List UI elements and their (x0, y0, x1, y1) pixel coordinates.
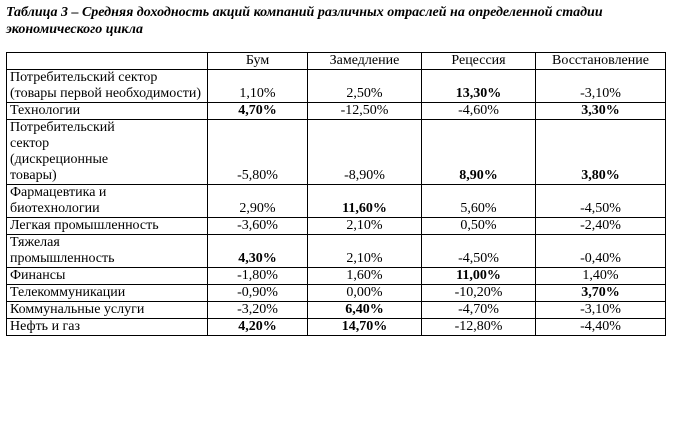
sector-name: Технологии (7, 103, 208, 120)
sector-name: Телекоммуникации (7, 285, 208, 302)
value-cell: 3,30% (536, 103, 666, 120)
value-cell: -0,90% (208, 285, 308, 302)
value-cell: 3,70% (536, 285, 666, 302)
value-cell: -5,80% (208, 120, 308, 185)
sector-name: Легкая промышленность (7, 218, 208, 235)
value-cell: 2,10% (308, 235, 422, 268)
table-row (7, 103, 666, 120)
value-cell: 11,00% (422, 268, 536, 285)
value-cell: 3,80% (536, 120, 666, 185)
value-cell: -1,80% (208, 268, 308, 285)
header-cell-recession: Рецессия (422, 53, 536, 70)
value-cell: -3,60% (208, 218, 308, 235)
value-cell: 5,60% (422, 185, 536, 218)
table-row (7, 285, 666, 302)
value-cell: 4,30% (208, 235, 308, 268)
value-cell: 0,00% (308, 285, 422, 302)
value-cell: 13,30% (422, 70, 536, 103)
value-cell: 2,90% (208, 185, 308, 218)
value-cell: 0,50% (422, 218, 536, 235)
value-cell: 1,60% (308, 268, 422, 285)
table-row (7, 235, 666, 268)
sector-name: Нефть и газ (7, 319, 208, 336)
table-row (7, 218, 666, 235)
value-cell: -12,50% (308, 103, 422, 120)
value-cell: 11,60% (308, 185, 422, 218)
value-cell: -10,20% (422, 285, 536, 302)
value-cell: 8,90% (422, 120, 536, 185)
value-cell: -4,70% (422, 302, 536, 319)
value-cell: -3,10% (536, 70, 666, 103)
value-cell: -4,40% (536, 319, 666, 336)
sector-name: Потребительский сектор (дискреционные товары) (7, 120, 208, 185)
header-cell-recovery: Восстановление (536, 53, 666, 70)
value-cell: -3,10% (536, 302, 666, 319)
value-cell: -4,50% (422, 235, 536, 268)
sector-name: Потребительский сектор (товары первой необходимости) (7, 70, 208, 103)
returns-table (6, 52, 666, 336)
table-row (7, 70, 666, 103)
value-cell: -0,40% (536, 235, 666, 268)
value-cell: -4,50% (536, 185, 666, 218)
table-row (7, 185, 666, 218)
header-cell-slowdown: Замедление (308, 53, 422, 70)
value-cell: -3,20% (208, 302, 308, 319)
sector-name: Коммунальные услуги (7, 302, 208, 319)
header-cell-boom: Бум (208, 53, 308, 70)
table-caption: Таблица 3 – Средняя доходность акций компаний различных отраслей на определенной стадии экономического цикла (6, 5, 603, 37)
value-cell: 4,70% (208, 103, 308, 120)
value-cell: 1,10% (208, 70, 308, 103)
value-cell: -8,90% (308, 120, 422, 185)
header-row (7, 53, 666, 70)
table-row (7, 319, 666, 336)
table-row (7, 268, 666, 285)
table-row (7, 120, 666, 185)
value-cell: -4,60% (422, 103, 536, 120)
sector-name: Финансы (7, 268, 208, 285)
value-cell: -2,40% (536, 218, 666, 235)
value-cell: 14,70% (308, 319, 422, 336)
sector-name: Фармацевтика и биотехнологии (7, 185, 208, 218)
value-cell: 2,50% (308, 70, 422, 103)
sector-name: Тяжелая промышленность (7, 235, 208, 268)
value-cell: 2,10% (308, 218, 422, 235)
table-row (7, 302, 666, 319)
value-cell: 6,40% (308, 302, 422, 319)
value-cell: 4,20% (208, 319, 308, 336)
value-cell: -12,80% (422, 319, 536, 336)
value-cell: 1,40% (536, 268, 666, 285)
header-cell-empty (7, 53, 208, 70)
